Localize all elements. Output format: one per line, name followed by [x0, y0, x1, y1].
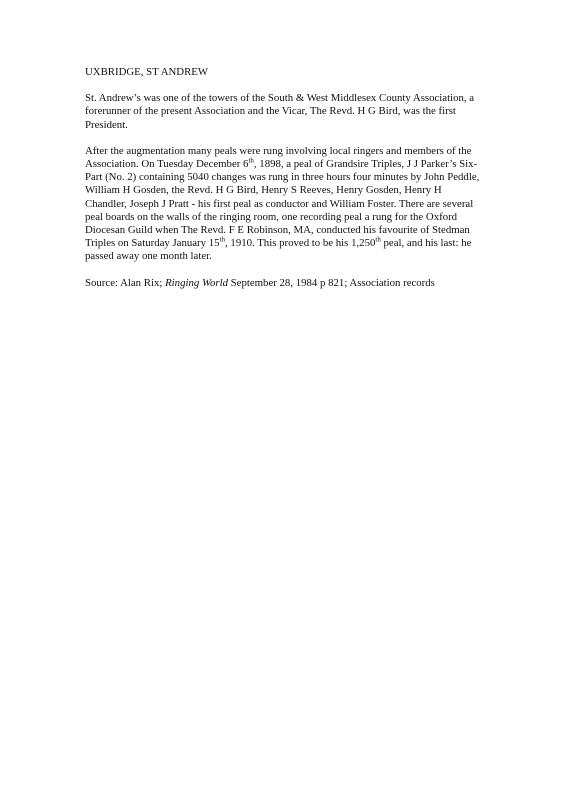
- document-page: [85, 66, 485, 303]
- source-publication: Ringing World: [165, 276, 228, 289]
- paragraph-peals: [85, 145, 485, 264]
- ordinal-suffix: th: [219, 235, 226, 244]
- source-suffix: September 28, 1984 p 821; Association records: [227, 276, 435, 289]
- peals-text-part4: peal, and his last: he passed away one month later.: [85, 237, 472, 263]
- ordinal-suffix: th: [248, 156, 254, 165]
- peals-text-part1: After the augmentation many peals were rung involving local ringers and members of the Association. On Tuesday December 6: [85, 144, 472, 171]
- ordinal-suffix: th: [375, 235, 381, 244]
- paragraph-history: St. Andrew’s was one of the towers of the South & West Middlesex County Association, a forerunner of the present Association and the Vicar, The Revd. H G Bird, was the first President.: [85, 92, 475, 131]
- document-title: UXBRIDGE, ST ANDREW: [85, 66, 209, 78]
- source-prefix: Source: Alan Rix;: [85, 276, 166, 289]
- peals-text-part3: , 1910. This proved to be his 1,250: [225, 237, 376, 250]
- peals-text-part2: , 1898, a peal of Grandsire Triples, J J Parker’s Six-Part (No. 2) containing 5040 changes was rung in three hours four minutes by John Peddle, William H Gosden, the Revd. H G Bird, Henry S Reeves, Henry Gosden, Henry H Chandler, Joseph J Pratt - his first peal as conductor and William Foster. There are several peal boards on the walls of the ringing room, one recording peal a rung for the Oxford Diocesan Guild when The Revd. F E Robinson, MA, conducted his favourite of Stedman Triples on Saturday January 15: [85, 158, 480, 250]
- source-citation: [85, 277, 485, 290]
